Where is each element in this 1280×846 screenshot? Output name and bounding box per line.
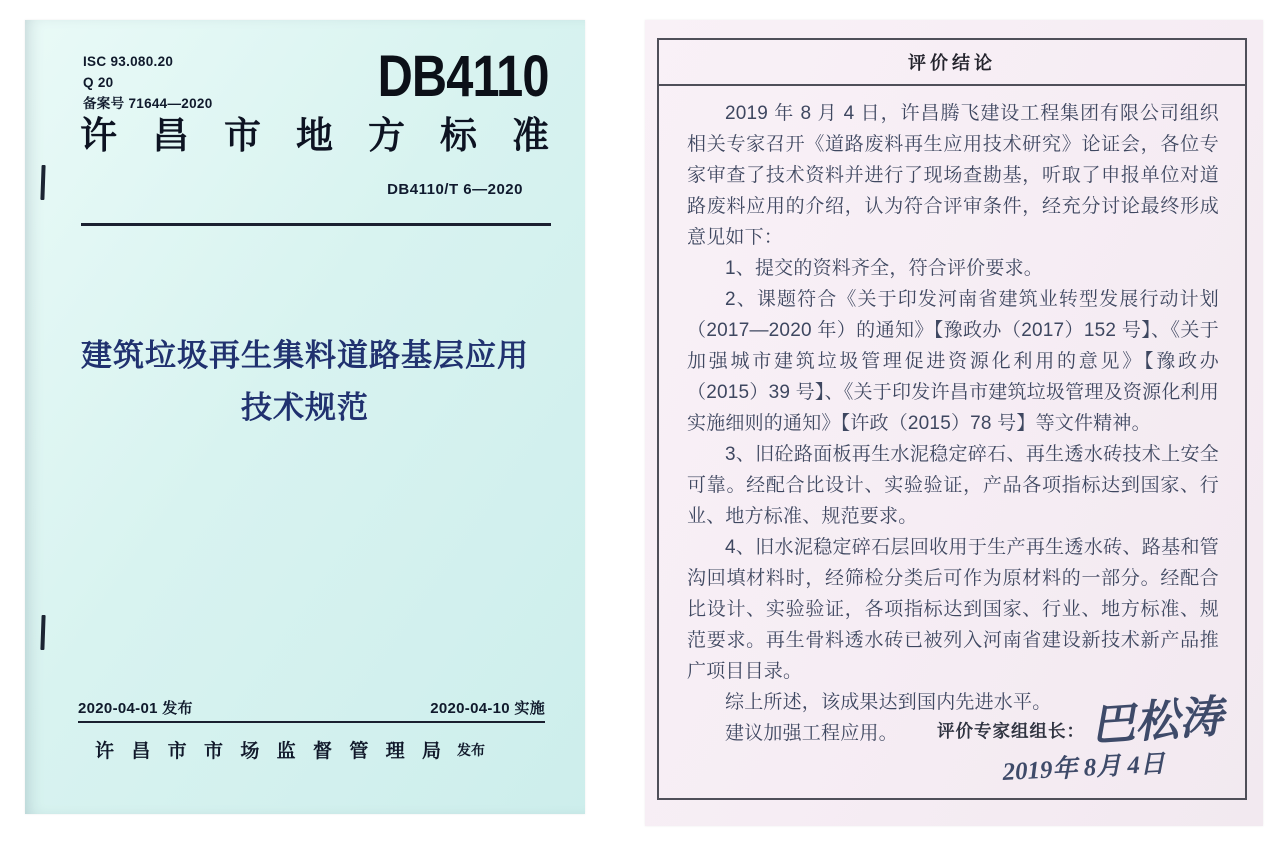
paragraph-suggestion: 建议加强工程应用。: [725, 723, 898, 744]
issuer-name: 许 昌 市 市 场 监 督 管 理 局: [95, 741, 441, 762]
ics-code: ISC 93.080.20: [83, 54, 174, 69]
binding-mark-top: [40, 165, 45, 200]
cover-title-line1: 建筑垃圾再生集料道路基层应用: [81, 338, 529, 373]
q-code: Q 20: [83, 74, 114, 90]
paragraph-item-1: 1、提交的资料齐全，符合评价要求。: [725, 258, 1043, 279]
issuer-row: [95, 736, 485, 763]
record-number: 备案号 71644—2020: [83, 95, 213, 111]
cover-title: [45, 330, 565, 434]
binding-mark-bottom: [40, 615, 45, 650]
standard-category-name: 许 昌 市 地 方 标 准: [80, 116, 549, 157]
cover-meta: [83, 52, 213, 115]
paragraph-intro: 2019 年 8 月 4 日，许昌腾飞建设工程集团有限公司组织相关专家召开《道路废料再生应用技术研究》论证会，各位专家审查了技术资料并进行了现场查勘基，听取了申报单位对道路废料应用的介绍，认为符合评审条件，经充分讨论最终形成意见如下：: [687, 103, 1219, 248]
paragraph-conclusion: 综上所述，该成果达到国内先进水平。: [725, 692, 1052, 713]
standard-code-large: DB4110: [377, 44, 549, 109]
document-number: DB4110/T 6—2020: [387, 181, 523, 198]
divider-bottom: [78, 721, 545, 723]
cover-dates: [78, 697, 545, 718]
report-border-frame: [657, 38, 1247, 800]
signature-area: [937, 692, 1225, 794]
signature-date: 2019年 8月 4日: [1001, 750, 1166, 787]
evaluation-report-page: [645, 20, 1263, 826]
issuer-publish-label: 发布: [457, 741, 485, 758]
paragraph-item-2: 2、课题符合《关于印发河南省建筑业转型发展行动计划（2017—2020 年）的通知》【豫政办（2017）152 号】、《关于加强城市建筑垃圾管理促进资源化利用的意见》【豫政办（2015）39 号】、《关于印发许昌市建筑垃圾管理及资源化利用实施细则的通知》【许政（2015）78 号】等文件精神。: [687, 289, 1219, 434]
cover-title-line2: 技术规范: [241, 390, 369, 425]
standard-cover-page: [25, 20, 585, 814]
paragraph-item-3: 3、旧砼路面板再生水泥稳定碎石、再生透水砖技术上安全可靠。经配合比设计、实验验证，产品各项指标达到国家、行业、地方标准、规范要求。: [687, 444, 1219, 527]
divider-top: [81, 223, 551, 226]
paragraph-item-4: 4、旧水泥稳定碎石层回收用于生产再生透水砖、路基和管沟回填材料时，经筛检分类后可作为原材料的一部分。经配合比设计、实验验证，各项指标达到国家、行业、地方标准、规范要求。再生骨料透水砖已被列入河南省建设新技术新产品推广项目目录。: [687, 537, 1219, 682]
implement-date: 2020-04-10 实施: [430, 700, 545, 717]
signature-handwriting: 巴松涛: [1089, 692, 1225, 751]
report-title: 评价结论: [659, 40, 1245, 86]
report-body: [659, 86, 1245, 749]
signature-label: 评价专家组组长：: [937, 720, 1085, 741]
issue-date: 2020-04-01 发布: [78, 700, 193, 717]
